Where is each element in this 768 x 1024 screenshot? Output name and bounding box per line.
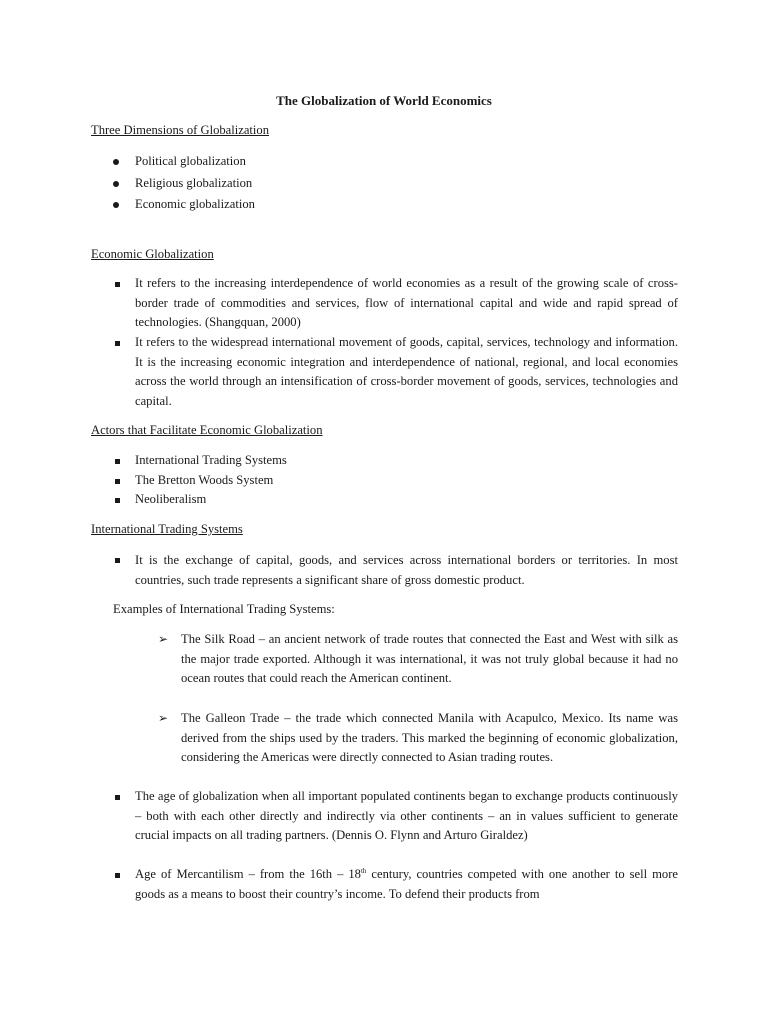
list-item: Economic globalization bbox=[135, 197, 255, 211]
heading-international-trading-systems: International Trading Systems bbox=[91, 522, 243, 536]
list-item: It refers to the increasing interdependence of world economies as a result of the growing scale of cross-border trade of commodities and services, flow of international capital and wide and rapid spread of technologies. (Shangquan, 2000) bbox=[135, 276, 678, 330]
bullet-square-icon bbox=[115, 873, 120, 878]
list-item: Political globalization bbox=[135, 154, 246, 168]
list-item: Religious globalization bbox=[135, 176, 253, 190]
list-item: It refers to the widespread international movement of goods, capital, services, technology and information. It is the increasing economic integration and interdependence of national, regional, and local economies across the world through an intensification of cross-border movement of goods, services, technologies and capital. bbox=[135, 335, 678, 408]
document-title: The Globalization of World Economics bbox=[276, 93, 492, 108]
mercantilism-text-a: Age of Mercantilism – from the 16th – 18 bbox=[135, 867, 361, 881]
arrow-bullet-icon: ➢ bbox=[158, 711, 169, 725]
bullet-square-icon bbox=[115, 498, 120, 503]
bullet-square-icon bbox=[115, 459, 120, 464]
list-item: The age of globalization when all important populated continents began to exchange products continuously – both with each other directly and indirectly via other continents – an in values sufficient to generate crucial impacts on all trading partners. (Dennis O. Flynn and Arturo Giraldez) bbox=[135, 789, 678, 843]
list-item-mercantilism bbox=[135, 865, 678, 904]
mercantilism-superscript: th bbox=[360, 866, 367, 875]
bullet-dot-icon bbox=[113, 181, 119, 187]
bullet-square-icon bbox=[115, 341, 120, 346]
bullet-square-icon bbox=[115, 795, 120, 800]
list-item: International Trading Systems bbox=[135, 453, 287, 467]
example-item: The Silk Road – an ancient network of trade routes that connected the East and West with silk as the major trade exported. Although it was international, it was not truly global because it had no ocean routes that could reach the American continent. bbox=[181, 632, 678, 686]
example-item: The Galleon Trade – the trade which connected Manila with Acapulco, Mexico. Its name was derived from the ships used by the traders. This marked the beginning of economic globalization, considering the Americas were directly connected to Asian trading routes. bbox=[181, 711, 678, 765]
heading-three-dimensions: Three Dimensions of Globalization bbox=[91, 123, 270, 137]
bullet-dot-icon bbox=[113, 159, 119, 165]
heading-actors: Actors that Facilitate Economic Globalization bbox=[91, 423, 323, 437]
examples-label: Examples of International Trading Systems: bbox=[113, 602, 335, 616]
list-item: It is the exchange of capital, goods, and services across international borders or territories. In most countries, such trade represents a significant share of gross domestic product. bbox=[135, 553, 678, 587]
heading-economic-globalization: Economic Globalization bbox=[91, 247, 214, 261]
bullet-dot-icon bbox=[113, 202, 119, 208]
bullet-square-icon bbox=[115, 558, 120, 563]
list-item: The Bretton Woods System bbox=[135, 473, 274, 487]
bullet-square-icon bbox=[115, 479, 120, 484]
arrow-bullet-icon: ➢ bbox=[158, 632, 169, 646]
mercantilism-text-b: century, countries competed with one another to sell more goods as a means to boost their country’s income. To defend their products from bbox=[135, 867, 678, 901]
bullet-square-icon bbox=[115, 282, 120, 287]
list-item: Neoliberalism bbox=[135, 492, 207, 506]
